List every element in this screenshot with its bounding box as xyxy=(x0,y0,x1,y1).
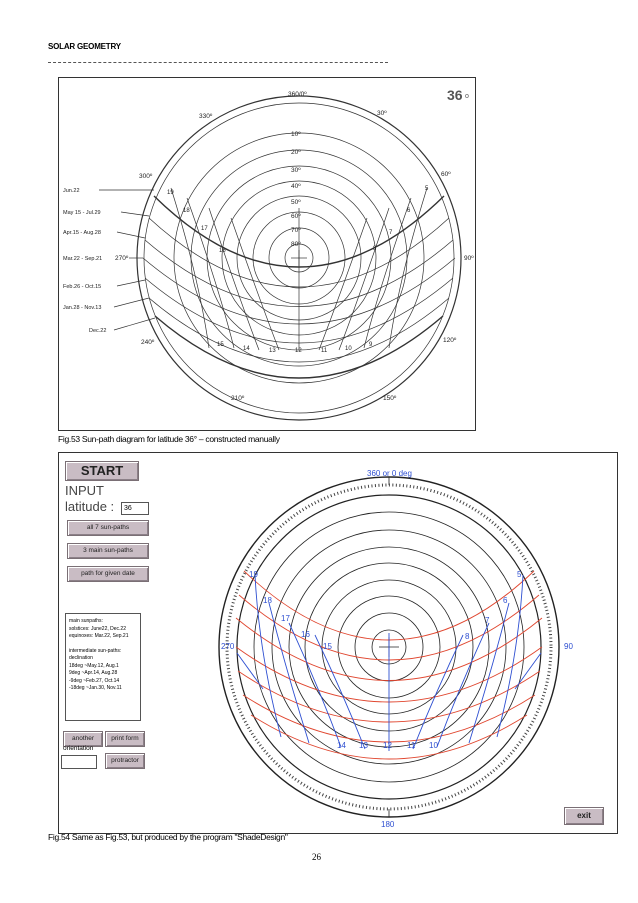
info-line: -9deg ~Feb.27, Oct.14 xyxy=(69,677,120,684)
altitude-20: 20º xyxy=(291,149,301,156)
azimuth-east-label: 90 xyxy=(564,642,573,651)
sunpath-diagram-shadedesign xyxy=(59,453,617,833)
azimuth-60: 60º xyxy=(441,171,451,178)
protractor-button[interactable]: protractor xyxy=(105,753,145,769)
azimuth-240: 240º xyxy=(141,339,155,346)
hour-label: 18 xyxy=(183,208,190,214)
hour-label: 15 xyxy=(323,642,332,651)
altitude-10: 10º xyxy=(291,131,301,138)
sunpath-diagram-manual xyxy=(59,78,475,430)
hour-label: 14 xyxy=(243,346,250,352)
hour-label: 17 xyxy=(281,614,290,623)
altitude-50: 50º xyxy=(291,199,301,206)
hour-label: 11 xyxy=(407,741,416,750)
date-label: Jun.22 xyxy=(63,188,80,194)
hour-label: 13 xyxy=(269,348,276,354)
latitude-input[interactable]: 36 xyxy=(121,502,149,515)
latitude-badge: 36 xyxy=(447,87,463,103)
hour-label: 16 xyxy=(219,248,226,254)
info-line: 18deg ~May.12, Aug.1 xyxy=(69,662,119,669)
print-form-button[interactable]: print form xyxy=(105,731,145,747)
azimuth-300: 300º xyxy=(139,173,153,180)
hour-label: 14 xyxy=(337,741,346,750)
hour-label: 8 xyxy=(465,632,470,641)
hour-label: 15 xyxy=(217,342,224,348)
azimuth-270: 270º xyxy=(115,255,129,262)
date-label: Apr.15 - Aug.28 xyxy=(63,230,101,236)
hour-label: 13 xyxy=(359,741,368,750)
altitude-30: 30º xyxy=(291,167,301,174)
hour-label: 19 xyxy=(167,190,174,196)
hour-label: 12 xyxy=(295,348,302,354)
azimuth-south-label: 180 xyxy=(381,820,395,829)
hour-label: 19 xyxy=(249,570,258,579)
date-label: Mar.22 - Sep.21 xyxy=(63,256,103,262)
date-label: Dec.22 xyxy=(89,328,107,334)
hour-label: 17 xyxy=(201,226,208,232)
info-line: 9deg ~Apr.14, Aug.28 xyxy=(69,670,118,676)
date-label: Feb.26 - Oct.15 xyxy=(63,284,102,290)
altitude-40: 40º xyxy=(291,183,301,190)
input-label: INPUT xyxy=(65,483,104,498)
azimuth-west-label: 270 xyxy=(221,642,235,651)
figure-53-caption: Fig.53 Sun-path diagram for latitude 36° – constructed manually xyxy=(58,434,280,444)
hour-label: 12 xyxy=(383,741,392,750)
hour-label: 9 xyxy=(369,342,373,348)
hour-label: 6 xyxy=(407,208,411,214)
azimuth-120: 120º xyxy=(443,337,457,344)
date-label: Jan.28 - Nov.13 xyxy=(63,305,102,311)
another-orientation-button[interactable]: another xyxy=(63,731,103,747)
figure-54-frame xyxy=(58,452,618,834)
info-line: declination xyxy=(69,655,93,661)
hour-label: 11 xyxy=(321,348,328,354)
date-label: May 15 - Jul.29 xyxy=(63,210,101,216)
info-line: equinoxes: Mar.22, Sep.21 xyxy=(69,633,129,639)
altitude-80: 80º xyxy=(291,241,301,248)
start-button[interactable]: START xyxy=(65,461,139,481)
section-title: SOLAR GEOMETRY xyxy=(48,42,121,51)
azimuth-330: 330º xyxy=(199,113,213,120)
azimuth-30: 30º xyxy=(377,110,387,117)
hour-label: 6 xyxy=(503,596,508,605)
exit-button[interactable]: exit xyxy=(564,807,604,825)
figure-53-frame xyxy=(58,77,476,431)
hour-label: 10 xyxy=(345,346,352,352)
all-sun-paths-button[interactable]: all 7 sun-paths xyxy=(67,520,149,536)
given-date-path-button[interactable]: path for given date xyxy=(67,566,149,582)
altitude-60: 60º xyxy=(291,213,301,220)
degree-mark: o xyxy=(465,93,469,100)
info-line: solstices: June22, Dec.22 xyxy=(69,625,126,632)
hour-label: 10 xyxy=(429,741,438,750)
info-line: intermediate sun-paths: xyxy=(69,647,122,654)
hour-label: 5 xyxy=(517,570,522,579)
hour-label: 18 xyxy=(263,596,272,605)
hour-label: 7 xyxy=(485,616,490,625)
main-sun-paths-button[interactable]: 3 main sun-paths xyxy=(67,543,149,559)
azimuth-210: 210º xyxy=(231,395,245,402)
altitude-70: 70º xyxy=(291,227,301,234)
hour-label: 8 xyxy=(373,246,377,252)
orientation-label: orientation xyxy=(63,745,94,752)
azimuth-top-label: 360 or 0 deg xyxy=(367,469,412,478)
info-line: -18deg ~Jan.30, Nov.11 xyxy=(69,685,122,691)
azimuth-90: 90º xyxy=(464,255,474,262)
header-rule xyxy=(48,62,388,63)
hour-label: 5 xyxy=(425,186,429,192)
hour-label: 16 xyxy=(301,630,310,639)
hour-label: 7 xyxy=(389,230,393,236)
figure-54-caption: Fig.54 Same as Fig.53, but produced by the program "ShadeDesign" xyxy=(48,832,288,842)
azimuth-top-label: 360/0º xyxy=(288,91,307,98)
page-number: 26 xyxy=(312,852,321,862)
latitude-label: latitude : xyxy=(65,499,115,514)
info-line: main sunpaths: xyxy=(69,618,103,624)
hour-lines xyxy=(237,575,541,751)
azimuth-150: 150º xyxy=(383,395,397,402)
